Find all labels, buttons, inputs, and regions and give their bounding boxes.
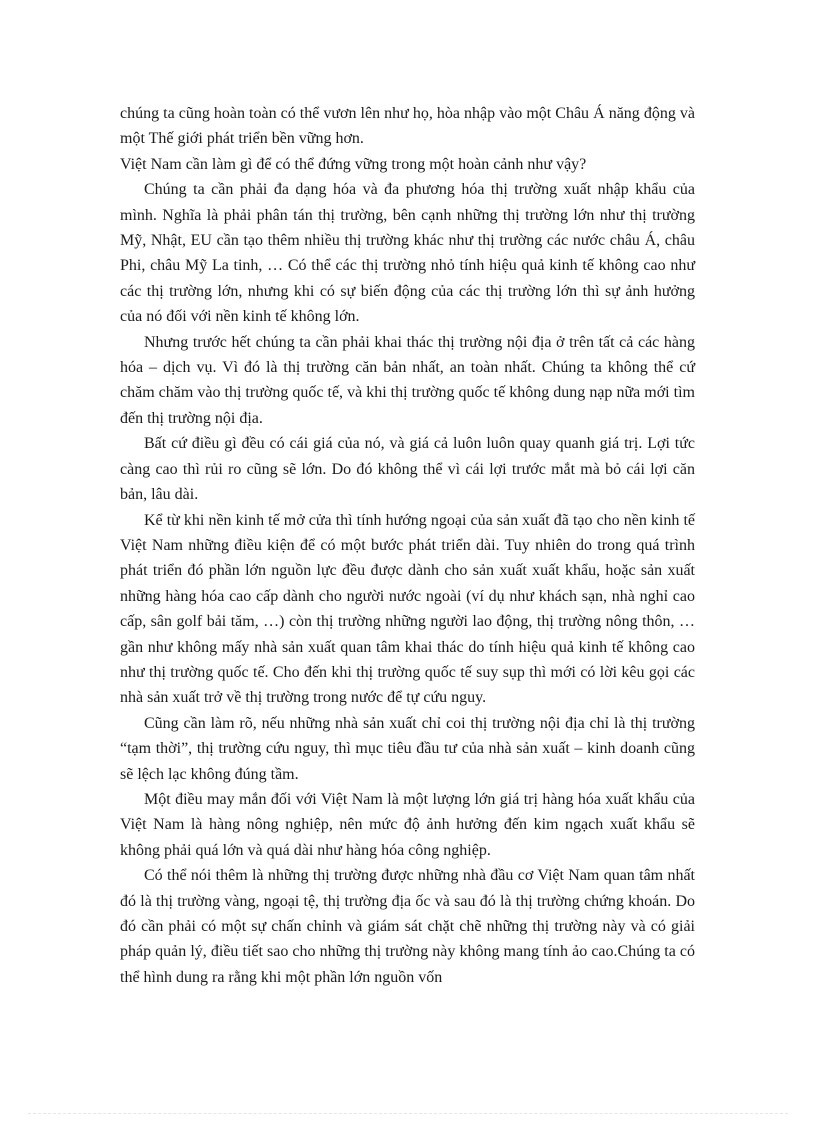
paragraph-4: Nhưng trước hết chúng ta cần phải khai thác thị trường nội địa ở trên tất cả các hàng hóa – dịch vụ. Vì đó là thị trường căn bản nhất, an toàn nhất. Chúng ta không thể cứ chăm chăm vào thị trường quốc tế, và khi thị trường quốc tế không dung nạp nữa mới tìm đến thị trường nội địa. — [120, 333, 695, 427]
paragraph-1: chúng ta cũng hoàn toàn có thể vươn lên như họ, hòa nhập vào một Châu Á năng động và một Thế giới phát triển bền vững hơn. — [120, 105, 695, 148]
page-bottom-divider — [28, 1113, 788, 1114]
paragraph-6: Kể từ khi nền kinh tế mở cửa thì tính hướng ngoại của sản xuất đã tạo cho nền kinh tế Việt Nam những điều kiện để có một bước phát triển dài. Tuy nhiên do trong quá trình phát triển đó phần lớn nguồn lực đều được dành cho sản xuất xuất khẩu, hoặc sản xuất những hàng hóa cao cấp dành cho người nước ngoài (ví dụ như khách sạn, nhà nghỉ cao cấp, sân golf bải tăm, …) còn thị trường những người lao động, thị trường nông thôn, … gần như không mấy nhà sản xuất quan tâm khai thác do tính hiệu quả kinh tế không cao như thị trường quốc tế. Cho đến khi thị trường quốc tế suy sụp thì mới có lời kêu gọi các nhà sản xuất trở về thị trường trong nước để tự cứu nguy. — [120, 511, 695, 707]
paragraph-2: Việt Nam cần làm gì để có thể đứng vững trong một hoàn cảnh như vậy? — [120, 155, 587, 173]
paragraph-8: Một điều may mắn đối với Việt Nam là một lượng lớn giá trị hàng hóa xuất khẩu của Việt Nam là hàng nông nghiệp, nên mức độ ảnh hưởng đến kim ngạch xuất khẩu sẽ không phải quá lớn và quá dài như hàng hóa công nghiệp. — [120, 790, 695, 859]
paragraph-9: Có thể nói thêm là những thị trường được những nhà đầu cơ Việt Nam quan tâm nhất đó là thị trường vàng, ngoại tệ, thị trường địa ốc và sau đó là thị trường chứng khoán. Do đó cần phải có một sự chấn chỉnh và giám sát chặt chẽ những thị trường này và có giải pháp quản lý, điều tiết sao cho những thị trường này không mang tính ảo cao.Chúng ta có thể hình dung ra rằng khi một phần lớn nguồn vốn — [120, 867, 695, 986]
document-body — [120, 101, 695, 990]
paragraph-7: Cũng cần làm rõ, nếu những nhà sản xuất chỉ coi thị trường nội địa chỉ là thị trường “tạm thời”, thị trường cứu nguy, thì mục tiêu đầu tư của nhà sản xuất – kinh doanh cũng sẽ lệch lạc không đúng tầm. — [120, 714, 695, 783]
paragraph-5: Bất cứ điều gì đều có cái giá của nó, và giá cả luôn luôn quay quanh giá trị. Lợi tức càng cao thì rủi ro cũng sẽ lớn. Do đó không thể vì cái lợi trước mắt mà bỏ cái lợi căn bản, lâu dài. — [120, 435, 695, 504]
paragraph-3: Chúng ta cần phải đa dạng hóa và đa phương hóa thị trường xuất nhập khẩu của mình. Nghĩa là phải phân tán thị trường, bên cạnh những thị trường lớn như thị trường Mỹ, Nhật, EU cần tạo thêm nhiều thị trường khác như thị trường các nước châu Á, châu Phi, châu Mỹ La tinh, … Có thể các thị trường nhỏ tính hiệu quả kinh tế không cao như các thị trường lớn, nhưng khi có sự biến động của các thị trường lớn thì sự ảnh hưởng của nó đối với nền kinh tế không lớn. — [120, 181, 695, 326]
